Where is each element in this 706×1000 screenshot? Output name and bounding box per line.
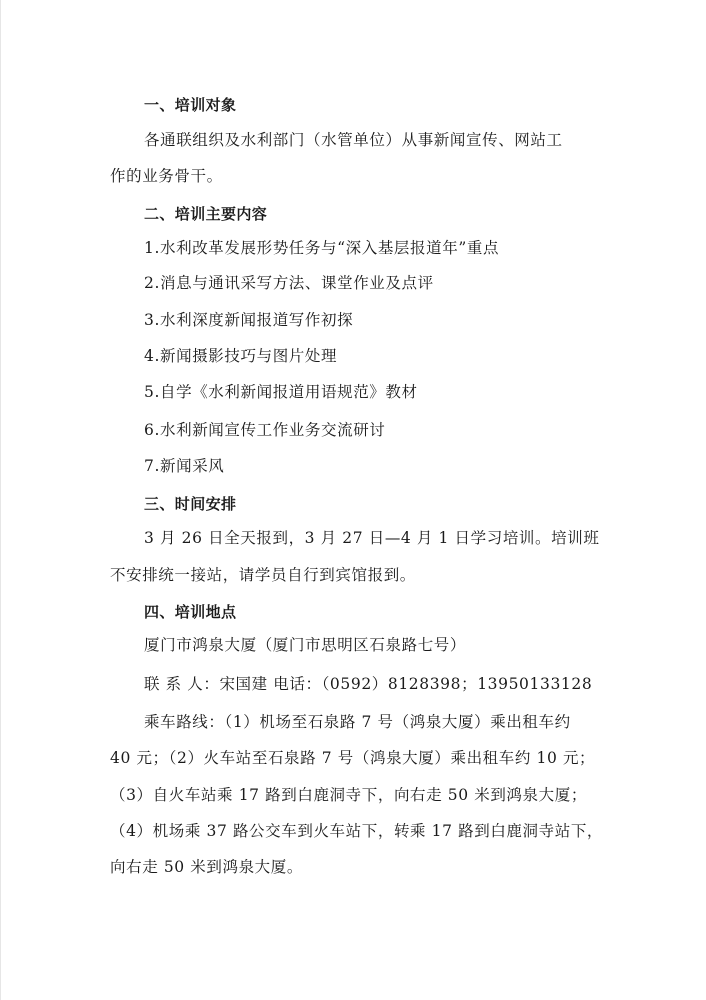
route-line-5: 向右走 50 米到鸿泉大厦。 <box>110 858 303 876</box>
section-heading-location: 四、培训地点 <box>144 603 237 621</box>
location-contact: 联 系 人：宋国建 电话：（0592）8128398；13950133128 <box>144 675 593 693</box>
content-item-1: 1.水利改革发展形势任务与“深入基层报道年”重点 <box>144 239 500 257</box>
paragraph-schedule-line-1: 3 月 26 日全天报到，3 月 27 日—4 月 1 日学习培训。培训班 <box>144 529 600 547</box>
route-line-2: 40 元；（2）火车站至石泉路 7 号（鸿泉大厦）乘出租车约 10 元； <box>110 749 596 767</box>
route-line-3: （3）自火车站乘 17 路到白鹿洞寺下，向右走 50 米到鸿泉大厦； <box>110 786 587 804</box>
paragraph-schedule-line-2: 不安排统一接站，请学员自行到宾馆报到。 <box>110 566 416 584</box>
section-heading-content: 二、培训主要内容 <box>144 205 268 223</box>
content-item-4: 4.新闻摄影技巧与图片处理 <box>144 347 338 365</box>
location-address: 厦门市鸿泉大厦（厦门市思明区石泉路七号） <box>144 636 467 654</box>
route-line-1: 乘车路线：（1）机场至石泉路 7 号（鸿泉大厦）乘出租车约 <box>144 713 571 731</box>
section-heading-schedule: 三、时间安排 <box>144 495 237 513</box>
content-item-5: 5.自学《水利新闻报道用语规范》教材 <box>144 383 418 401</box>
content-item-2: 2.消息与通讯采写方法、课堂作业及点评 <box>144 274 434 292</box>
section-heading-trainees: 一、培训对象 <box>144 96 237 114</box>
content-item-7: 7.新闻采风 <box>144 457 225 475</box>
paragraph-trainees-line-2: 作的业务骨干。 <box>110 167 223 185</box>
route-line-4: （4）机场乘 37 路公交车到火车站下，转乘 17 路到白鹿洞寺站下， <box>110 822 604 840</box>
paragraph-trainees-line-1: 各通联组织及水利部门（水管单位）从事新闻宣传、网站工 <box>144 131 563 149</box>
content-item-3: 3.水利深度新闻报道写作初探 <box>144 311 354 329</box>
content-item-6: 6.水利新闻宣传工作业务交流研讨 <box>144 421 386 439</box>
